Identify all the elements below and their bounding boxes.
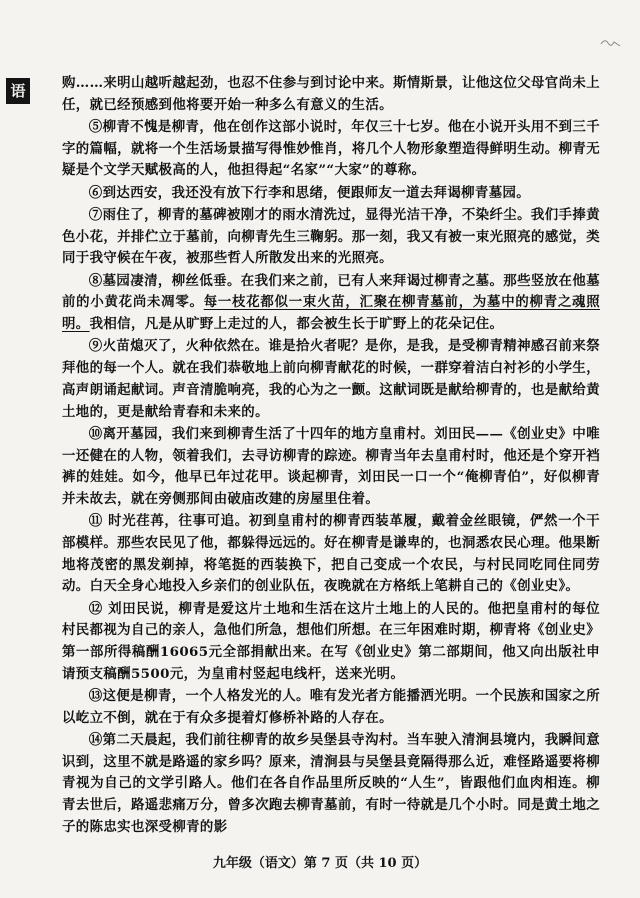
paragraph [62,511,600,598]
paragraph-text: ⑪ 时光荏苒，往事可追。初到皇甫村的柳青西装革履，戴着金丝眼镜，俨然一个干部模样。那些农民见了他，都躲得远远的。好在柳青是谦卑的，也洞悉农民心理。他果断地将茂密的黑发剃掉，将笔挺的西装换下，把自己变成一个农民，与村民同吃同住同劳动。白天全身心地投入乡亲们的创业队伍，夜晚就在方格纸上笔耕自己的《创业史》。 [62,513,600,595]
page-footer: 九年级（语文）第 7 页（共 10 页） [212,856,428,871]
paragraph [62,336,600,423]
subject-tab: 语 [6,78,30,104]
paragraph [62,424,600,511]
paragraph-text: ⑧墓园凄清，柳丝低垂。在我们来之前，已有人来拜谒过柳青之墓。那些竖放在他墓前的小黄花尚未凋零。 [62,272,600,311]
corner-scribble-mark [600,36,622,50]
paragraph-text: ⑦雨住了，柳青的墓碑被刚才的雨水清洗过，显得光洁干净，不染纤尘。我们手捧黄色小花，并排伫立于墓前，向柳青先生三鞠躬。那一刻，我又有被一束光照亮的感觉，类同于我守候在午夜，被那些哲人所散发出来的光照亮。 [62,207,600,267]
paragraph [62,686,600,729]
paragraph-text: ⑥到达西安，我还没有放下行李和思绪，便跟师友一道去拜谒柳青墓园。 [88,184,531,201]
article-body [62,73,600,839]
paragraph-text: 购……来明山越听越起劲，也忍不住参与到讨论中来。斯情斯景，让他这位父母官尚未上任，就已经预感到他将要开始一种多么有意义的生活。 [62,75,600,113]
paragraph [62,730,600,839]
underlined-sentence: 每一枝花都似一束火苗，汇聚在柳青墓前，为墓中的柳青之魂照明。 [62,294,601,333]
paragraph-text: ⑨火苗熄灭了，火种依然在。谁是拾火者呢？是你，是我，是受柳青精神感召前来祭拜他的每一个人。就在我们恭敬地上前向柳青献花的时候，一群穿着洁白衬衫的小学生，高声朗诵起献词。声音清脆响亮，我的心为之一颤。这献词既是献给柳青的，也是献给黄土地的，更是献给青春和未来的。 [62,338,600,420]
paragraph [62,183,600,205]
paragraph [62,271,600,336]
paragraph-text: ⑤柳青不愧是柳青，他在创作这部小说时，年仅三十七岁。他在小说开头用不到三千字的篇幅，就将一个生活场景描写得惟妙惟肖，将几个人物形象塑造得鲜明生动。柳青无疑是个文学天赋极高的人，他担得起“名家”“大家”的尊称。 [62,119,600,179]
paragraph [62,205,600,270]
paragraph-text: 我相信，凡是从旷野上走过的人，都会被生长于旷野上的花朵记住。 [89,316,504,333]
paragraph-text: ⑭第二天晨起，我们前往柳青的故乡吴堡县寺沟村。当车驶入清涧县境内，我瞬间意识到，这里不就是路遥的家乡吗？原来，清涧县与吴堡县竟隔得那么近，难怪路遥要将柳青视为自己的文学引路人。他们在各自作品里所反映的“人生”，皆跟他们血肉相连。柳青去世后，路遥悲痛万分，曾多次跑去柳青墓前，有时一待就是几个小时。同是黄土地之子的陈忠实也深受柳青的影 [62,732,600,835]
paragraph [62,599,600,686]
paragraph [62,73,600,116]
paragraph [62,117,600,182]
paragraph-text: ⑬这便是柳青，一个人格发光的人。唯有发光者方能播洒光明。一个民族和国家之所以屹立不倒，就在于有众多提着灯修桥补路的人存在。 [62,688,600,726]
paragraph-text: ⑩离开墓园，我们来到柳青生活了十四年的地方皇甫村。刘田民——《创业史》中唯一还健在的人物，领着我们，去寻访柳青的踪迹。柳青当年去皇甫村时，他还是个穿开裆裤的娃娃。如今，他早已年过花甲。谈起柳青，刘田民一口一个“俺柳青伯”，好似柳青并未故去，就在旁侧那间由破庙改建的房屋里住着。 [62,425,600,507]
paragraph-text: ⑫ 刘田民说，柳青是爱这片土地和生活在这片土地上的人民的。他把皇甫村的每位村民都视为自己的亲人，急他们所急，想他们所想。在三年困难时期，柳青将《创业史》第一部所得稿酬16065元全部捐献出来。在写《创业史》第二部期间，他又向出版社申请预支稿酬5500元，为皇甫村竖起电线杆，送来光明。 [62,600,600,682]
